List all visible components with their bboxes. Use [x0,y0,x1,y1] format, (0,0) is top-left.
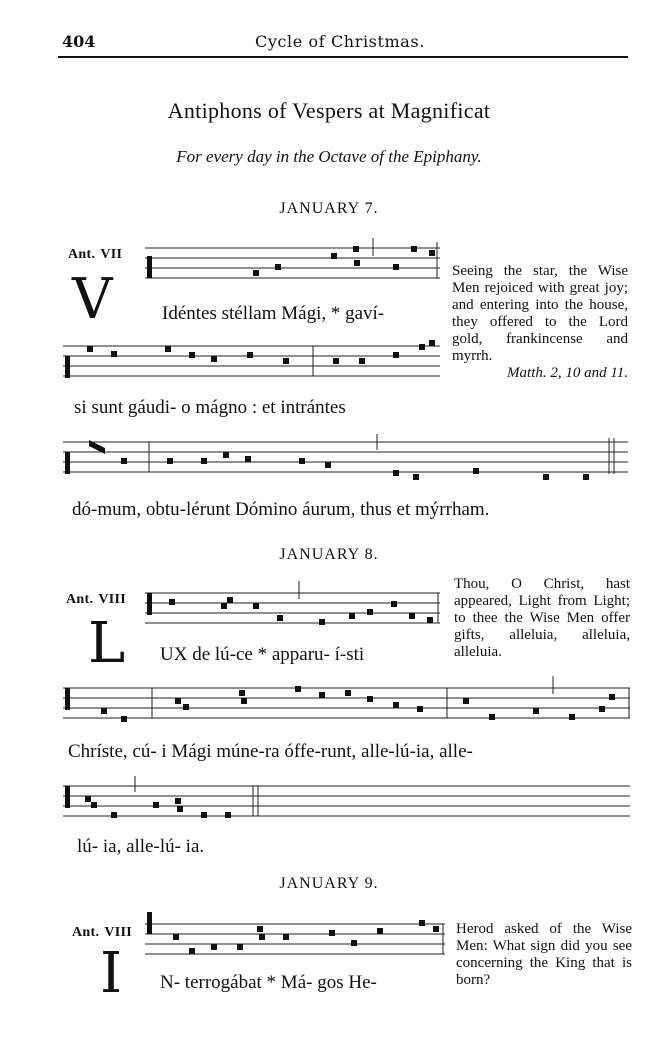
date-heading-jan8: JANUARY 8. [279,546,379,563]
translation-text [456,921,632,989]
lyric-line: lú- ia, alle-lú- ia. [77,836,205,857]
drop-initial: V [72,267,113,332]
scripture-reference: Matth. 2, 10 and 11. [507,365,628,381]
header-rule [58,56,628,58]
music-staff [63,782,630,824]
antiphon-label [72,920,132,942]
section-title: Antiphons of Vespers at Magnificat [167,98,491,123]
date-heading-jan9: JANUARY 9. [279,875,379,892]
ant-prefix: Ant. [68,247,96,262]
lyric-line: Chríste, cú- i Mági múne-ra óffe-runt, alle-lú-ia, alle- [68,741,473,762]
music-staff [145,244,440,284]
translation-text [454,576,630,661]
music-staff [145,589,440,633]
music-staff [145,920,445,964]
ant-prefix: Ant. [72,925,100,940]
ant-mode: VIII [98,592,126,607]
antiphon-label [68,242,122,264]
lyric-line: Idéntes stéllam Mági, * gaví- [162,303,385,324]
ant-prefix: Ant. [66,592,94,607]
section-subtitle: For every day in the Octave of the Epiphany. [176,147,482,166]
translation-text [452,263,628,382]
drop-initial: L [88,611,126,676]
music-staff [63,438,628,486]
page-number: 404 [62,32,96,51]
date-heading-jan7: JANUARY 7. [279,200,379,217]
music-staff [63,342,440,386]
ant-mode: VIII [104,925,132,940]
lyric-line: dó-mum, obtu-lérunt Dómino áurum, thus et mýrrham. [72,499,490,520]
translation-body: Seeing the star, the Wise Men rejoiced with great joy; and entering into the house, they offered to the Lord gold, frankincense and myrrh. [452,263,628,364]
translation-body: Thou, O Christ, hast appeared, Light from Light; to thee the Wise Men offer gifts, alleluia, alleluia, alleluia. [454,576,630,660]
drop-initial: I [100,941,123,1006]
ant-mode: VII [100,247,123,262]
antiphon-label [66,587,126,609]
lyric-line: UX de lú-ce * apparu- í-sti [160,644,365,665]
music-staff [63,684,630,730]
lyric-line: si sunt gáudi- o mágno : et intrántes [74,397,346,418]
lyric-line: N- terrogábat * Má- gos He- [160,972,377,993]
running-title: Cycle of Christmas. [255,32,425,51]
translation-body: Herod asked of the Wise Men: What sign did you see concerning the King that is born? [456,921,632,988]
